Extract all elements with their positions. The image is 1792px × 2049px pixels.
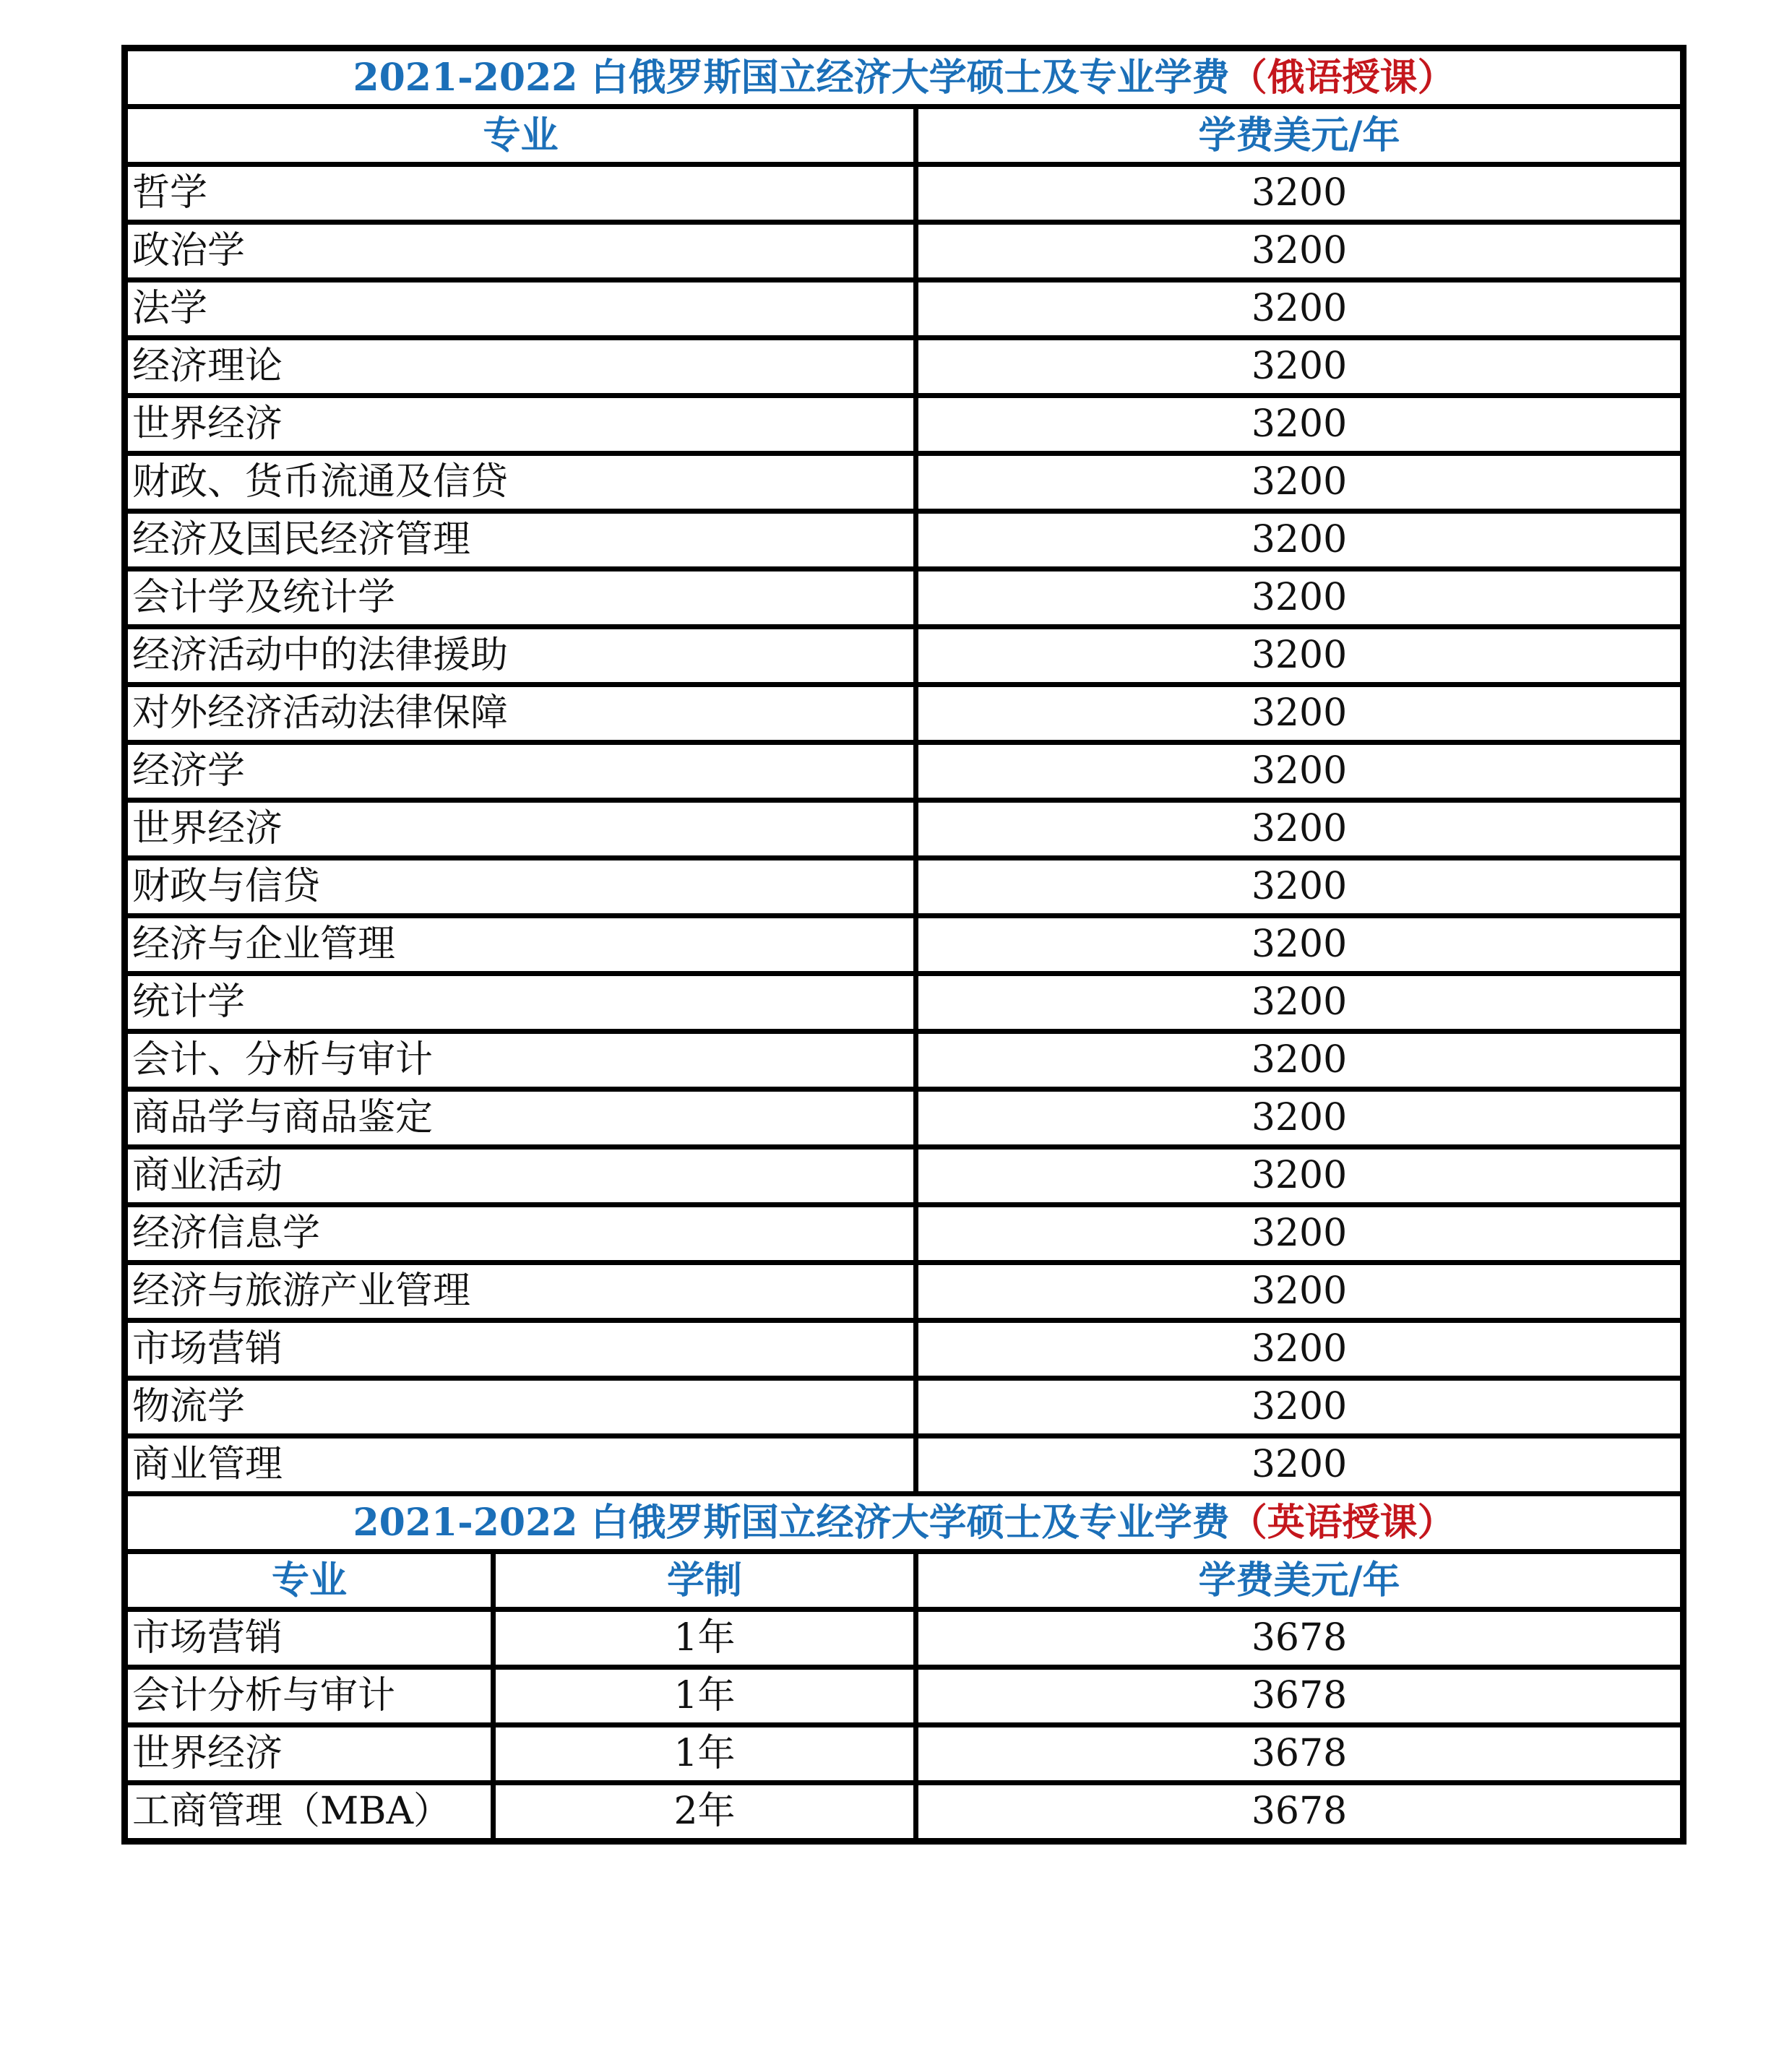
table-row (125, 280, 1684, 338)
russian-header-major: 专业 (125, 107, 916, 165)
duration-cell: 2年 (494, 1783, 916, 1842)
major-name-cell: 物流学 (125, 1379, 916, 1436)
table-row (125, 396, 1684, 454)
fee-cell: 3200 (916, 1379, 1684, 1436)
fee-cell: 3200 (916, 569, 1684, 627)
fee-cell: 3200 (916, 338, 1684, 396)
fee-cell: 3200 (916, 454, 1684, 512)
fee-cell: 3200 (916, 1090, 1684, 1147)
russian-title-main: 2021-2022 白俄罗斯国立经济大学硕士及专业学费 (353, 56, 1230, 100)
table-row (125, 974, 1684, 1032)
fee-cell: 3678 (916, 1725, 1684, 1783)
table-row (125, 512, 1684, 569)
fee-cell: 3200 (916, 916, 1684, 974)
fee-cell: 3200 (916, 165, 1684, 223)
major-name-cell: 经济学 (125, 743, 916, 801)
english-header-duration: 学制 (494, 1552, 916, 1610)
table-row (125, 338, 1684, 396)
fee-cell: 3200 (916, 858, 1684, 916)
major-name-cell: 商品学与商品鉴定 (125, 1090, 916, 1147)
major-name-cell: 世界经济 (125, 1725, 494, 1783)
russian-section-title (125, 48, 1684, 107)
russian-title-accent: （俄语授课） (1229, 56, 1455, 100)
table-row (125, 685, 1684, 743)
major-name-cell: 会计分析与审计 (125, 1668, 494, 1725)
english-title-row (125, 1494, 1684, 1552)
table-row (125, 1610, 1684, 1668)
english-header-row (125, 1552, 1684, 1610)
table-row (125, 165, 1684, 223)
fee-cell: 3200 (916, 512, 1684, 569)
fee-cell: 3200 (916, 280, 1684, 338)
english-header-fee: 学费美元/年 (916, 1552, 1684, 1610)
major-name-cell: 经济与企业管理 (125, 916, 916, 974)
major-name-cell: 财政、货币流通及信贷 (125, 454, 916, 512)
major-name-cell: 世界经济 (125, 396, 916, 454)
table-row (125, 627, 1684, 685)
duration-cell: 1年 (494, 1610, 916, 1668)
fee-cell: 3200 (916, 1436, 1684, 1494)
table-row (125, 1321, 1684, 1379)
table-row (125, 1783, 1684, 1842)
fee-cell: 3200 (916, 974, 1684, 1032)
duration-cell: 1年 (494, 1668, 916, 1725)
table-row (125, 454, 1684, 512)
fee-cell: 3200 (916, 1321, 1684, 1379)
table-row (125, 1725, 1684, 1783)
major-name-cell: 财政与信贷 (125, 858, 916, 916)
table-row (125, 223, 1684, 280)
major-name-cell: 市场营销 (125, 1610, 494, 1668)
table-row (125, 858, 1684, 916)
english-title-accent: （英语授课） (1229, 1501, 1455, 1545)
fee-cell: 3200 (916, 743, 1684, 801)
table-row (125, 1668, 1684, 1725)
fee-cell: 3200 (916, 223, 1684, 280)
fee-cell: 3200 (916, 1205, 1684, 1263)
table-row (125, 1263, 1684, 1321)
fee-cell: 3678 (916, 1668, 1684, 1725)
major-name-cell: 哲学 (125, 165, 916, 223)
table-row (125, 569, 1684, 627)
major-name-cell: 世界经济 (125, 801, 916, 858)
english-title-main: 2021-2022 白俄罗斯国立经济大学硕士及专业学费 (353, 1501, 1230, 1545)
english-rows (125, 1610, 1684, 1842)
table-row (125, 1032, 1684, 1090)
english-section-title (125, 1494, 1684, 1552)
fee-cell: 3200 (916, 1263, 1684, 1321)
table-row (125, 743, 1684, 801)
major-name-cell: 政治学 (125, 223, 916, 280)
table-row (125, 801, 1684, 858)
table-row (125, 1147, 1684, 1205)
major-name-cell: 经济活动中的法律援助 (125, 627, 916, 685)
table-row (125, 1205, 1684, 1263)
major-name-cell: 商业活动 (125, 1147, 916, 1205)
russian-header-fee: 学费美元/年 (916, 107, 1684, 165)
major-name-cell: 经济理论 (125, 338, 916, 396)
fee-cell: 3678 (916, 1610, 1684, 1668)
duration-cell: 1年 (494, 1725, 916, 1783)
major-name-cell: 商业管理 (125, 1436, 916, 1494)
table-row (125, 916, 1684, 974)
fee-cell: 3200 (916, 627, 1684, 685)
russian-rows (125, 165, 1684, 1494)
major-name-cell: 会计、分析与审计 (125, 1032, 916, 1090)
major-name-cell: 会计学及统计学 (125, 569, 916, 627)
major-name-cell: 经济信息学 (125, 1205, 916, 1263)
major-name-cell: 市场营销 (125, 1321, 916, 1379)
major-name-cell: 经济与旅游产业管理 (125, 1263, 916, 1321)
fee-cell: 3200 (916, 396, 1684, 454)
major-name-cell: 对外经济活动法律保障 (125, 685, 916, 743)
table-row (125, 1436, 1684, 1494)
fee-cell: 3200 (916, 685, 1684, 743)
major-name-cell: 经济及国民经济管理 (125, 512, 916, 569)
table-row (125, 1090, 1684, 1147)
major-name-cell: 法学 (125, 280, 916, 338)
russian-header-row (125, 107, 1684, 165)
table-row (125, 1379, 1684, 1436)
tuition-table (121, 45, 1687, 1845)
fee-cell: 3200 (916, 801, 1684, 858)
fee-cell: 3678 (916, 1783, 1684, 1842)
major-name-cell: 工商管理（MBA） (125, 1783, 494, 1842)
major-name-cell: 统计学 (125, 974, 916, 1032)
fee-cell: 3200 (916, 1032, 1684, 1090)
russian-title-row (125, 48, 1684, 107)
fee-cell: 3200 (916, 1147, 1684, 1205)
english-header-major: 专业 (125, 1552, 494, 1610)
